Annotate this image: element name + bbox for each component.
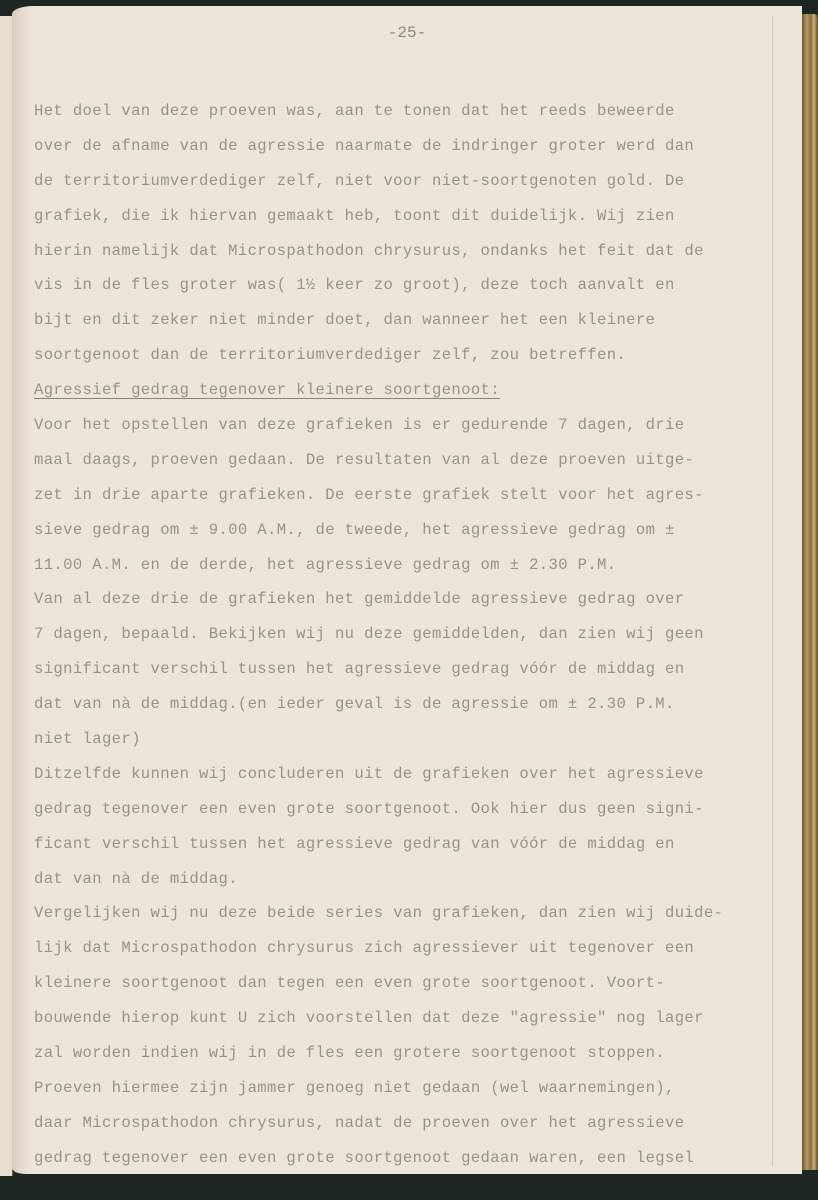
text-line: bouwende hierop kunt U zich voorstellen dat deze "agressie" nog lager	[34, 1009, 704, 1028]
text-line: zal worden indien wij in de fles een grotere soortgenoot stoppen.	[34, 1044, 666, 1063]
section-heading: Agressief gedrag tegenover kleinere soortgenoot:	[34, 381, 500, 400]
text-line: lijk dat Microspathodon chrysurus zich agressiever uit tegenover een	[34, 939, 695, 958]
text-line: de territoriumverdediger zelf, niet voor niet-soortgenoten gold. De	[34, 171, 685, 190]
text-line: significant verschil tussen het agressieve gedrag vóór de middag en	[34, 660, 685, 679]
text-line: Ditzelfde kunnen wij concluderen uit de grafieken over het agressieve	[34, 764, 704, 783]
body-text	[34, 94, 774, 1176]
page-number: -25-	[387, 24, 427, 42]
text-line: dat van nà de middag.	[34, 869, 238, 888]
text-line: over de afname van de agressie naarmate de indringer groter werd dan	[34, 136, 695, 155]
text-line: grafiek, die ik hiervan gemaakt heb, toont dit duidelijk. Wij zien	[34, 206, 675, 225]
text-line: maal daags, proeven gedaan. De resultaten van al deze proeven uitge-	[34, 450, 695, 469]
text-line: niet lager)	[34, 730, 141, 749]
text-line: Het doel van deze proeven was, aan te tonen dat het reeds beweerde	[34, 102, 675, 120]
text-line: Van al deze drie de grafieken het gemiddelde agressieve gedrag over	[34, 590, 685, 609]
typewritten-page	[12, 6, 802, 1174]
text-line: Voor het opstellen van deze grafieken is er gedurende 7 dagen, drie	[34, 416, 685, 435]
text-line: ficant verschil tussen het agressieve gedrag van vóór de middag en	[34, 834, 675, 853]
text-line: zet in drie aparte grafieken. De eerste grafiek stelt voor het agres-	[34, 485, 704, 504]
text-line: Vergelijken wij nu deze beide series van grafieken, dan zien wij duide-	[34, 904, 724, 923]
text-line: gedrag tegenover een even grote soortgenoot gedaan waren, een legsel	[34, 1148, 695, 1167]
book-page-edges	[802, 14, 818, 1170]
text-line: 7 dagen, bepaald. Bekijken wij nu deze gemiddelden, dan zien wij geen	[34, 625, 704, 644]
text-line: dat van nà de middag.(en ieder geval is de agressie om ± 2.30 P.M.	[34, 695, 675, 714]
text-line: vis in de fles groter was( 1½ keer zo groot), deze toch aanvalt en	[34, 276, 675, 295]
text-line: kleinere soortgenoot dan tegen een even grote soortgenoot. Voort-	[34, 974, 666, 993]
text-line: soortgenoot dan de territoriumverdediger zelf, zou betreffen.	[34, 346, 627, 365]
text-line: bijt en dit zeker niet minder doet, dan wanneer het een kleinere	[34, 311, 656, 330]
text-line: Proeven hiermee zijn jammer genoeg niet gedaan (wel waarnemingen),	[34, 1078, 675, 1097]
text-line: daar Microspathodon chrysurus, nadat de proeven over het agressieve	[34, 1113, 685, 1132]
text-line: sieve gedrag om ± 9.00 A.M., de tweede, het agressieve gedrag om ±	[34, 520, 675, 539]
text-line: 11.00 A.M. en de derde, het agressieve gedrag om ± 2.30 P.M.	[34, 555, 617, 574]
text-line: hierin namelijk dat Microspathodon chrysurus, ondanks het feit dat de	[34, 241, 704, 260]
text-line: gedrag tegenover een even grote soortgenoot. Ook hier dus geen signi-	[34, 799, 704, 818]
